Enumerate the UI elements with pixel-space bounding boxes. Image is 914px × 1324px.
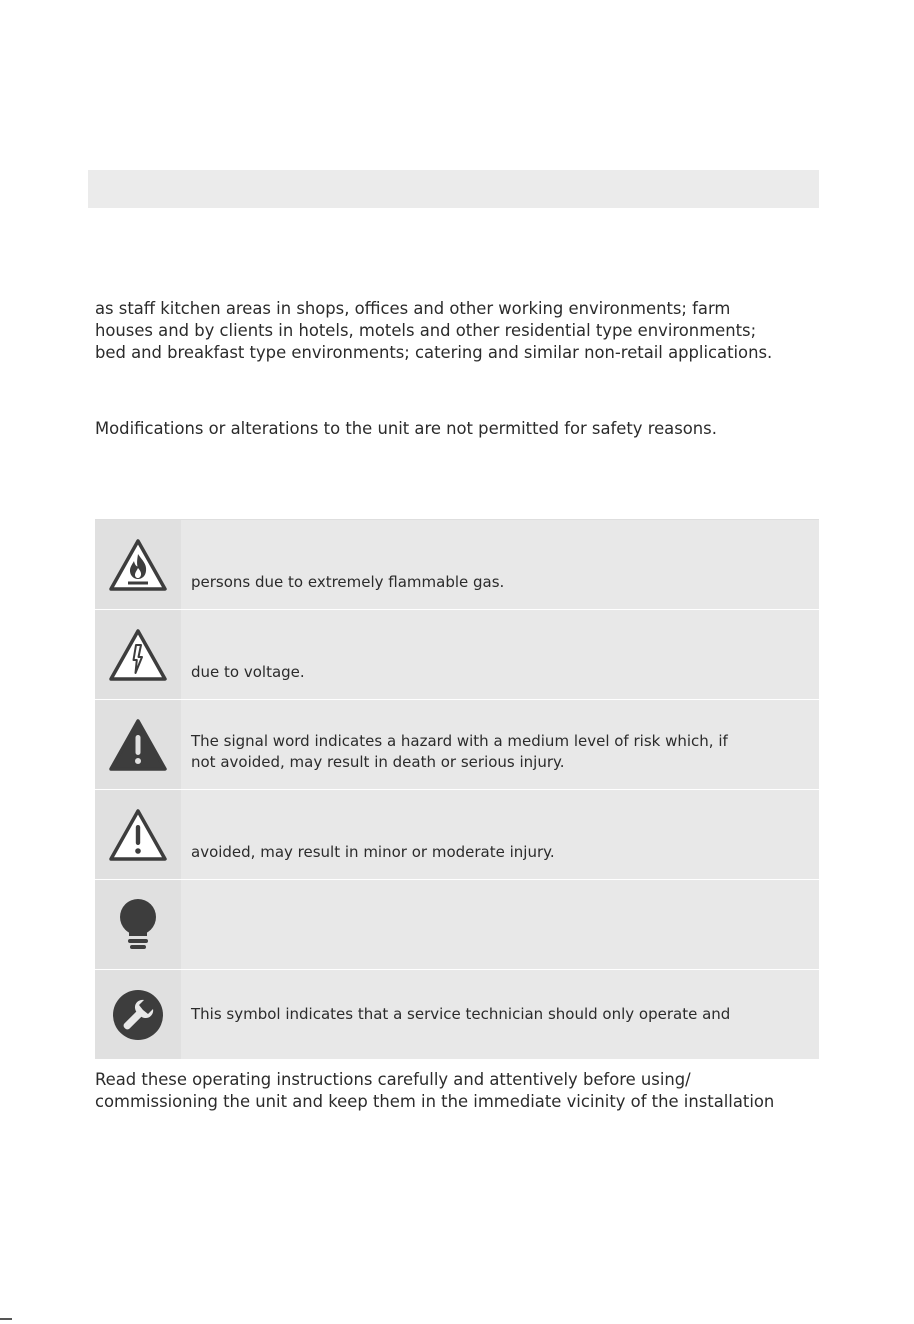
caution-outline-icon (95, 790, 181, 879)
read-instructions-paragraph: Read these operating instructions carefully and attentively before using/ commissioning the unit and keep them in the immediate vicinity of the installation (95, 1070, 775, 1111)
symbol-row-tip (95, 880, 819, 970)
symbol-row-warning: The signal word indicates a hazard with a medium level of risk which, if not avoided, may result in death or serious injury. (95, 700, 819, 790)
high-voltage-warning-icon (95, 610, 181, 699)
symbol-row-service: This symbol indicates that a service technician should only operate and (95, 970, 819, 1060)
warning-solid-icon (95, 700, 181, 789)
page-edge-mark (0, 1318, 12, 1320)
symbol-row-voltage: due to voltage. (95, 610, 819, 700)
intended-use-paragraph: as staff kitchen areas in shops, offices and other working environments; farm houses and by clients in hotels, motels and other residential type environments; bed and breakfast type environments; catering and similar non-retail applications. (95, 299, 773, 362)
flammable-warning-icon (95, 520, 181, 609)
section-header-band (88, 170, 819, 208)
safety-symbols-table (95, 519, 819, 1060)
lightbulb-icon (95, 880, 181, 969)
modification-notice: Modifications or alterations to the unit are not permitted for safety reasons. (95, 419, 717, 438)
symbol-row-caution: avoided, may result in minor or moderate injury. (95, 790, 819, 880)
symbol-row-flammable: persons due to extremely flammable gas. (95, 519, 819, 610)
wrench-service-icon (95, 970, 181, 1059)
